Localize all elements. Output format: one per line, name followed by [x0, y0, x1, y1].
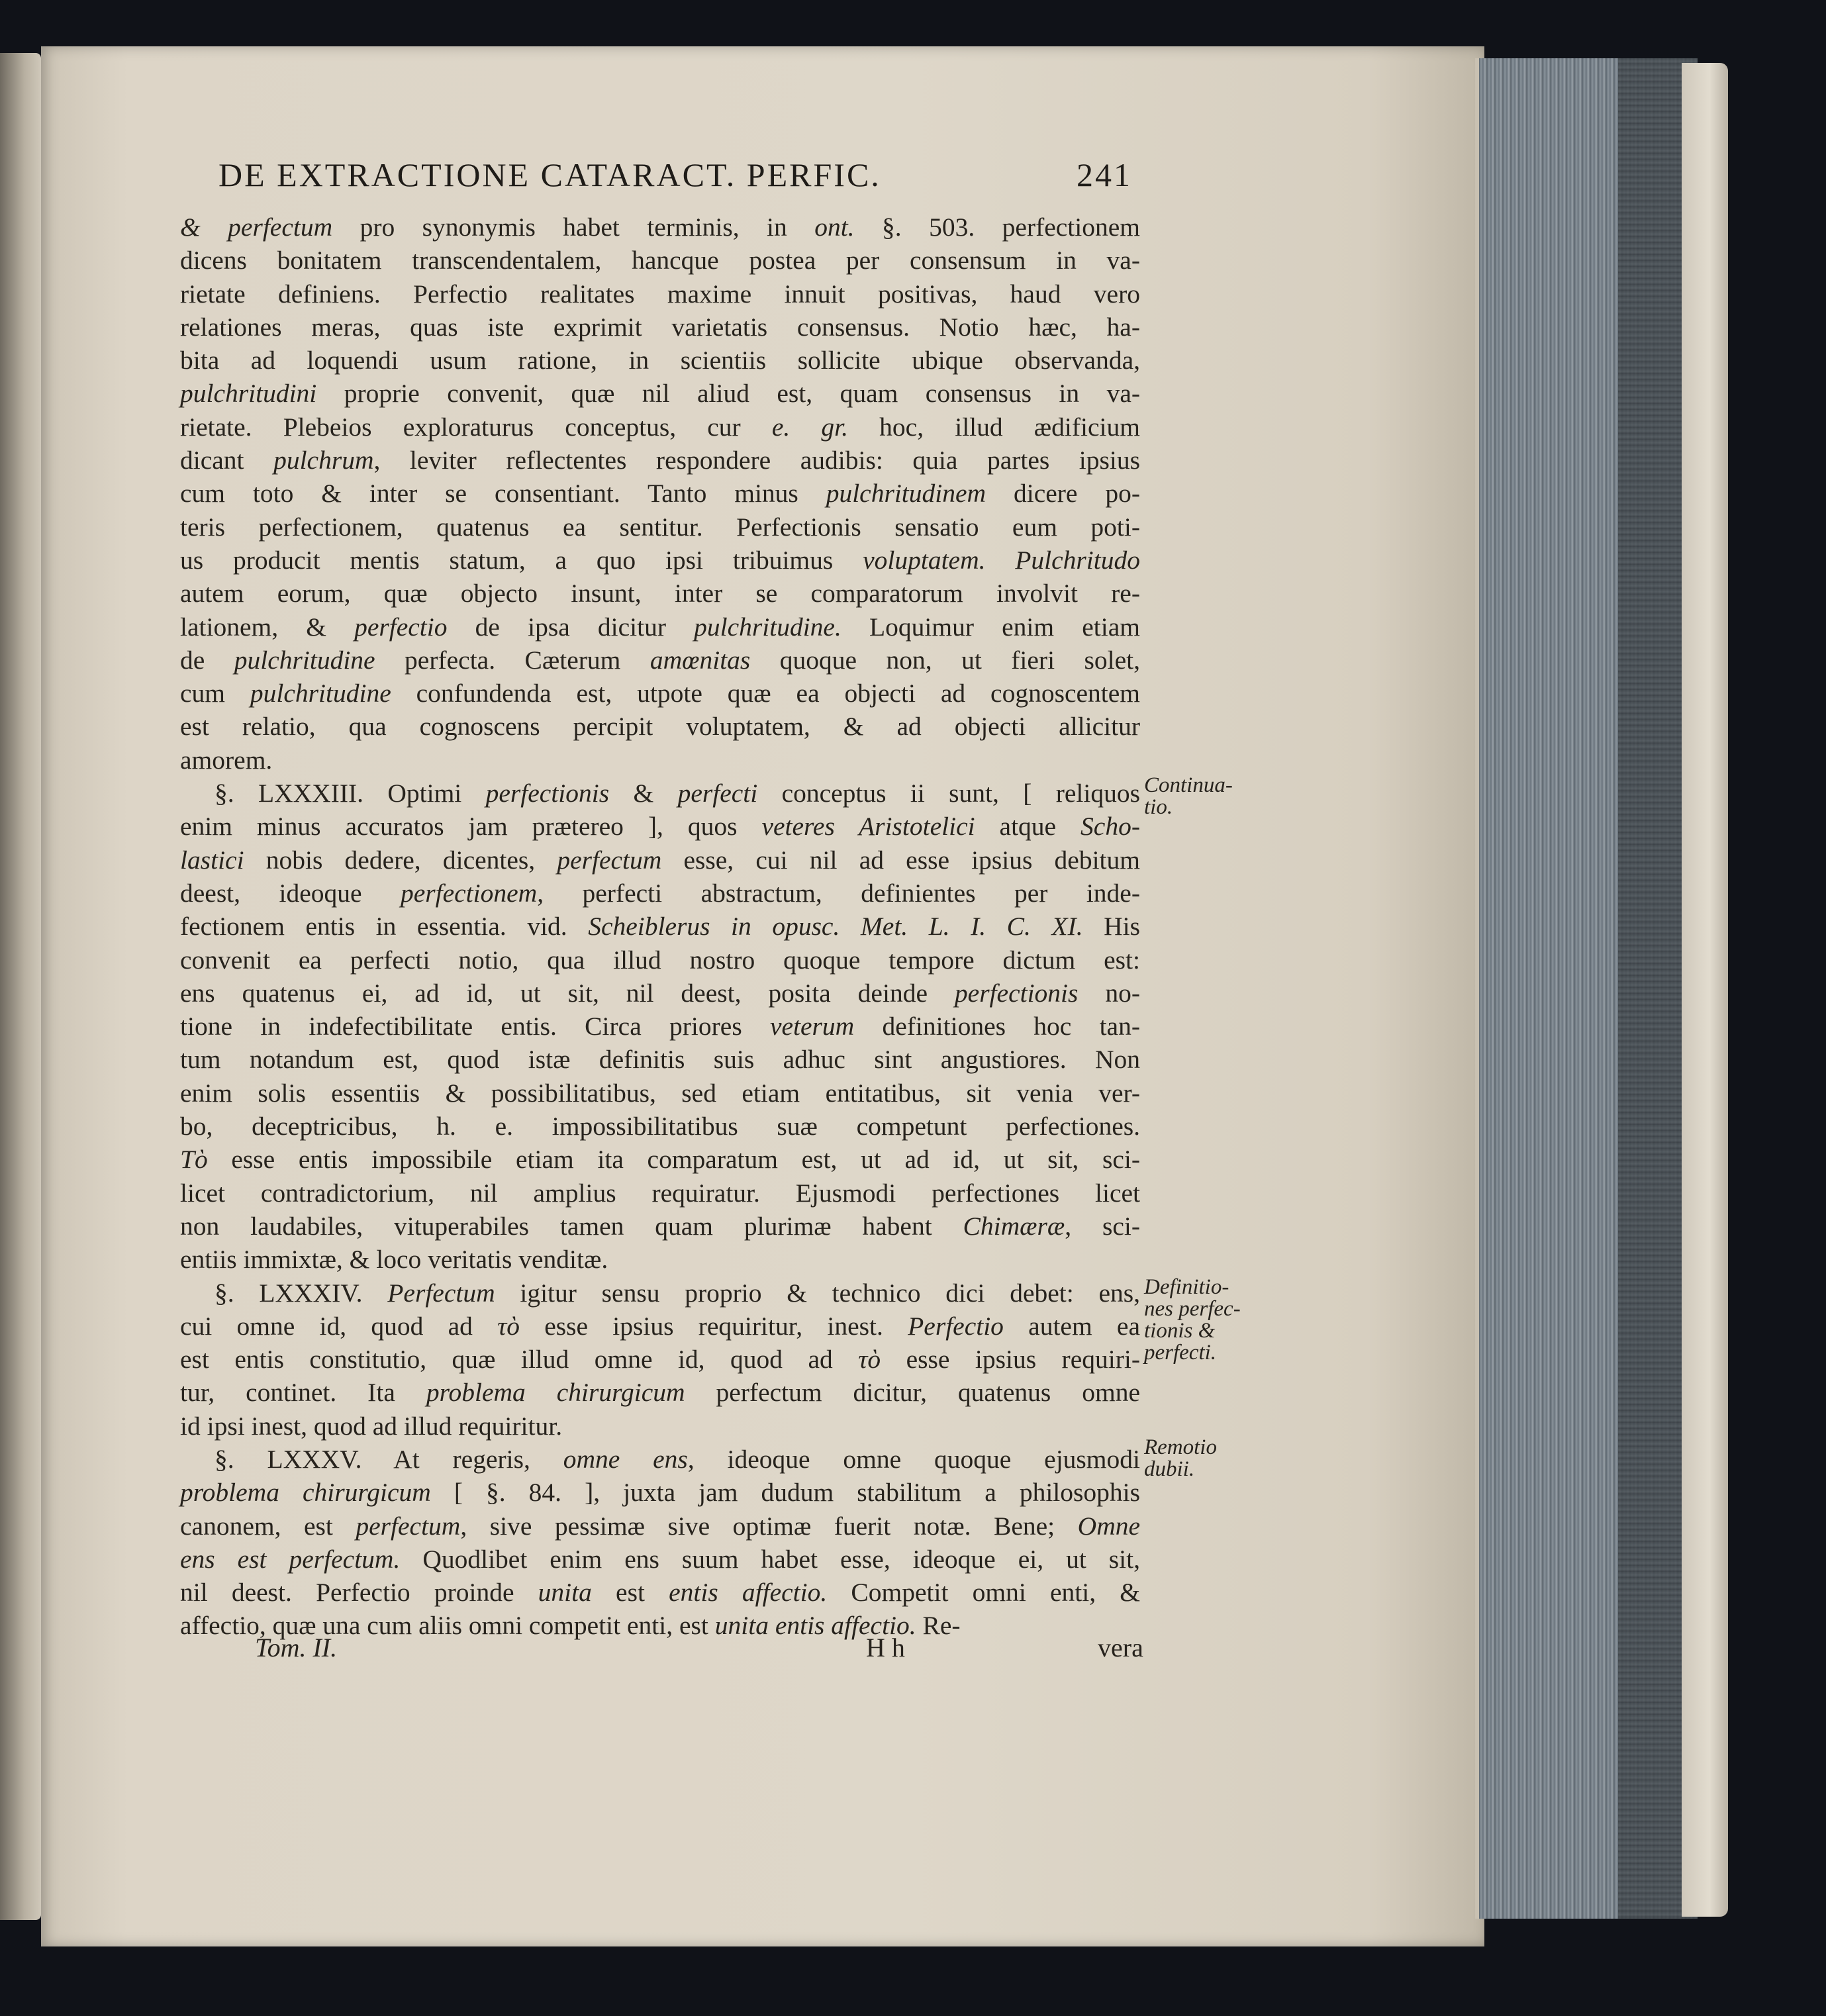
text-segment: Chimæræ — [963, 1211, 1065, 1241]
text-segment: cum — [180, 679, 250, 708]
text-segment: amorem. — [180, 745, 273, 775]
text-line — [180, 444, 1140, 477]
text-line — [180, 843, 1140, 877]
text-line — [180, 777, 1140, 810]
text-segment: Scheiblerus in opusc. Met. L. I. C. XI. — [588, 912, 1083, 941]
text-segment: de — [180, 645, 234, 675]
text-line — [180, 1410, 1140, 1443]
text-segment: perfectio — [354, 612, 448, 642]
margin-note-line: Definitio- — [1144, 1275, 1229, 1299]
text-segment: convenit ea perfecti notio, qua illud nostro quoque tempore dictum est: — [180, 945, 1140, 975]
text-line — [180, 1310, 1140, 1343]
margin-note-continuatio — [1144, 775, 1233, 818]
text-line — [180, 1110, 1140, 1143]
text-segment: deest, ideoque — [180, 878, 401, 908]
text-segment: pro synonymis habet terminis, in — [332, 213, 815, 242]
margin-note-line: nes perfec- — [1144, 1297, 1241, 1321]
margin-note-line: tionis & — [1144, 1319, 1216, 1343]
text-line — [180, 1343, 1140, 1376]
text-segment: bo, deceptricibus, h. e. impossibilitatibus suæ competunt perfectiones. — [180, 1112, 1140, 1141]
text-line — [180, 943, 1140, 977]
text-segment: pulchrum — [273, 446, 374, 475]
margin-note-line: Remotio — [1144, 1435, 1217, 1459]
text-line — [180, 344, 1140, 377]
text-segment: autem eorum, quæ objecto insunt, inter se comparatorum involvit re- — [180, 579, 1140, 608]
text-segment: no- — [1078, 978, 1140, 1008]
text-segment: proprie convenit, quæ nil aliud est, quam consensus in va- — [316, 379, 1140, 408]
margin-note-line: perfecti. — [1144, 1341, 1217, 1365]
text-segment: nil deest. Perfectio proinde — [180, 1578, 538, 1608]
text-line — [180, 477, 1140, 510]
text-line — [180, 410, 1140, 444]
text-segment: τὸ — [497, 1311, 520, 1341]
text-segment: igitur sensu proprio & technico dici debet: ens, — [495, 1278, 1140, 1308]
margin-note-remotio — [1144, 1437, 1217, 1480]
text-segment: dicere po- — [986, 479, 1140, 508]
text-segment: dicant — [180, 446, 274, 475]
text-segment: veteres Aristotelici — [761, 812, 975, 841]
text-segment: e. gr. — [771, 412, 849, 442]
text-segment: voluptatem. Pulchritudo — [863, 545, 1141, 575]
margin-note-line: Continua- — [1144, 773, 1233, 797]
text-segment: cum toto & inter se consentiant. Tanto minus — [180, 479, 826, 508]
text-segment: perfectum — [557, 845, 662, 875]
text-segment: de ipsa dicitur — [447, 612, 695, 642]
text-segment: §. LXXXV. At regeris, — [215, 1444, 563, 1474]
text-segment: tur, continet. Ita — [180, 1378, 426, 1408]
text-segment: amœnitas — [649, 645, 751, 675]
text-segment: est entis constitutio, quæ illud omne id, quod ad — [180, 1345, 859, 1374]
text-segment: quoque non, ut fieri solet, — [750, 645, 1140, 675]
text-segment: entiis immixtæ, & loco veritatis venditæ. — [180, 1245, 608, 1274]
text-segment: fectionem entis in essentia. vid. — [180, 912, 589, 941]
text-segment: conceptus ii sunt, [ reliquos — [757, 779, 1140, 808]
text-line — [180, 677, 1140, 710]
text-segment: Loquimur enim etiam — [841, 612, 1140, 642]
text-segment: id ipsi inest, quod ad illud requiritur. — [180, 1411, 563, 1441]
text-segment: Omne — [1077, 1511, 1141, 1541]
text-line — [180, 1510, 1140, 1543]
text-line — [180, 1143, 1140, 1176]
text-line — [180, 1443, 1140, 1476]
text-segment: esse ipsius requiritur, inest. — [520, 1311, 908, 1341]
text-line — [180, 311, 1140, 344]
text-segment: omne ens — [563, 1444, 688, 1474]
text-segment: §. LXXXIV. — [215, 1278, 388, 1308]
text-segment: & — [180, 213, 228, 242]
text-segment: Competit omni enti, & — [827, 1578, 1140, 1608]
page-block-edge — [1475, 58, 1698, 1919]
footer-volume: Tom. II. — [255, 1633, 338, 1662]
text-line — [180, 744, 1140, 777]
text-line — [180, 877, 1140, 910]
text-segment: tione in indefectibilitate entis. Circa priores — [180, 1012, 770, 1041]
text-line — [180, 1576, 1140, 1609]
text-segment: us producit mentis statum, a quo ipsi tribuimus — [180, 545, 863, 575]
text-segment: unita — [538, 1578, 592, 1608]
text-segment: ens est perfectum. — [180, 1544, 401, 1574]
text-segment: unita entis affectio. — [714, 1611, 916, 1641]
margin-note-line: dubii. — [1144, 1457, 1195, 1481]
page-number: 241 — [1077, 156, 1132, 193]
text-segment: , ideoque omne quoque ejusmodi — [687, 1444, 1141, 1474]
text-line — [180, 377, 1140, 410]
text-segment: bita ad loquendi usum ratione, in scientiis sollicite ubique observanda, — [180, 346, 1140, 375]
footer-catchword: vera — [1098, 1633, 1143, 1662]
text-line — [180, 1276, 1140, 1310]
text-segment: , leviter reflectentes respondere audibis: quia partes ipsius — [373, 446, 1140, 475]
text-segment: τὸ — [858, 1345, 881, 1374]
text-line — [180, 1043, 1140, 1076]
text-segment: enim minus accuratos jam prætereo ], quos — [180, 812, 762, 841]
text-segment: , sive pessimæ sive optimæ fuerit notæ. Bene; — [460, 1511, 1078, 1541]
text-segment: lastici — [180, 845, 244, 875]
text-segment: pulchritudine — [250, 679, 391, 708]
text-segment: affectio, quæ una cum aliis omni competit enti, est — [180, 1611, 715, 1641]
text-segment: relationes meras, quas iste exprimit varietatis consensus. Notio hæc, ha- — [180, 312, 1140, 342]
text-segment: perfectionis — [954, 978, 1079, 1008]
text-segment: ens quatenus ei, ad id, ut sit, nil deest, posita deinde — [180, 978, 955, 1008]
text-line — [180, 710, 1140, 743]
book-cover-edge — [1682, 63, 1728, 1917]
text-segment: canonem, est — [180, 1511, 356, 1541]
text-line — [180, 1476, 1140, 1509]
text-line — [180, 1210, 1140, 1243]
text-segment: Perfectum — [387, 1278, 495, 1308]
text-line — [180, 244, 1140, 277]
margin-note-definitiones — [1144, 1276, 1241, 1364]
text-segment: rietate. Plebeios exploraturus conceptus, cur — [180, 412, 772, 442]
body-text — [180, 211, 1140, 1643]
text-segment: problema chirurgicum — [180, 1478, 431, 1508]
text-segment: ont. — [814, 213, 855, 242]
footer-signature: H h — [866, 1633, 905, 1662]
text-line — [180, 1543, 1140, 1576]
text-line — [180, 1376, 1140, 1409]
text-segment: pulchritudinem — [826, 479, 986, 508]
text-segment: esse, cui nil ad esse ipsius debitum — [661, 845, 1141, 875]
text-segment: pulchritudini — [180, 379, 317, 408]
text-segment: lationem, & — [180, 612, 355, 642]
text-segment: veterum — [769, 1012, 855, 1041]
text-segment: His — [1082, 912, 1141, 941]
text-line — [180, 1010, 1140, 1043]
text-line — [180, 510, 1140, 544]
text-line — [180, 977, 1140, 1010]
text-segment: cui omne id, quod ad — [180, 1311, 498, 1341]
text-segment: autem ea — [1003, 1311, 1140, 1341]
text-line — [180, 610, 1140, 644]
text-segment: Re- — [916, 1611, 961, 1641]
text-line — [180, 1243, 1140, 1276]
text-segment: tum notandum est, quod istæ definitis suis adhuc sint angustiores. Non — [180, 1045, 1140, 1075]
text-segment: atque — [975, 812, 1081, 841]
text-line — [180, 910, 1140, 943]
text-segment: est relatio, qua cognoscens percipit voluptatem, & ad objecti allicitur — [180, 712, 1140, 742]
text-segment: , sci- — [1065, 1211, 1140, 1241]
text-segment: perfectum dicitur, quatenus omne — [685, 1378, 1141, 1408]
running-title: DE EXTRACTIONE CATARACT. PERFIC. — [218, 156, 881, 193]
text-segment: perfectionem — [400, 878, 538, 908]
text-segment: perfectum — [228, 213, 333, 242]
text-line — [180, 1077, 1140, 1110]
text-segment: esse entis impossibile etiam ita comparatum est, ut ad id, ut sit, sci- — [207, 1145, 1140, 1175]
text-segment: §. 503. perfectionem — [854, 213, 1140, 242]
text-line — [180, 1176, 1140, 1210]
text-segment: rietate definiens. Perfectio realitates maxime innuit positivas, haud vero — [180, 279, 1140, 309]
text-segment: perfectionis — [485, 779, 610, 808]
text-segment: Τὸ — [180, 1145, 208, 1175]
text-segment: perfectum — [356, 1511, 461, 1541]
margin-note-line: tio. — [1144, 795, 1173, 819]
text-segment: , perfecti abstractum, definientes per inde- — [537, 878, 1140, 908]
text-segment: problema chirurgicum — [426, 1378, 685, 1408]
text-segment: Perfectio — [908, 1311, 1004, 1341]
text-segment: Quodlibet enim ens suum habet esse, ideoque ei, ut sit, — [400, 1544, 1140, 1574]
text-segment: definitiones hoc tan- — [854, 1012, 1140, 1041]
text-segment: & — [609, 779, 678, 808]
text-segment: dicens bonitatem transcendentalem, hancque postea per consensum in va- — [180, 246, 1140, 275]
text-segment: licet contradictorium, nil amplius requiratur. Ejusmodi perfectiones licet — [180, 1178, 1140, 1208]
text-segment: [ §. 84. ], juxta jam dudum stabilitum a philosophis — [430, 1478, 1140, 1508]
text-segment: est — [591, 1578, 669, 1608]
text-segment: pulchritudine. — [694, 612, 841, 642]
text-line — [180, 644, 1140, 677]
text-segment: §. LXXXIII. Optimi — [215, 779, 486, 808]
text-segment: entis affectio. — [669, 1578, 828, 1608]
text-segment: enim solis essentiis & possibilitatibus, sed etiam entitatibus, sit venia ver- — [180, 1078, 1140, 1108]
text-segment: Scho- — [1081, 812, 1140, 841]
text-segment: nobis dedere, dicentes, — [244, 845, 557, 875]
text-segment: perfecta. Cæterum — [375, 645, 650, 675]
text-segment: hoc, illud ædificium — [848, 412, 1140, 442]
text-line — [180, 810, 1140, 843]
text-segment: pulchritudine — [234, 645, 375, 675]
text-segment: non laudabiles, vituperabiles tamen quam plurimæ habent — [180, 1211, 963, 1241]
text-segment: perfecti — [677, 779, 758, 808]
facing-page-edge — [0, 53, 41, 1920]
text-segment: teris perfectionem, quatenus ea sentitur. Perfectionis sensatio eum poti- — [180, 512, 1140, 542]
text-line — [180, 577, 1140, 610]
text-line — [180, 277, 1140, 311]
text-line — [180, 544, 1140, 577]
text-segment: esse ipsius requiri- — [881, 1345, 1140, 1374]
text-line — [180, 211, 1140, 244]
text-segment: confundenda est, utpote quæ ea objecti ad cognoscentem — [391, 679, 1140, 708]
